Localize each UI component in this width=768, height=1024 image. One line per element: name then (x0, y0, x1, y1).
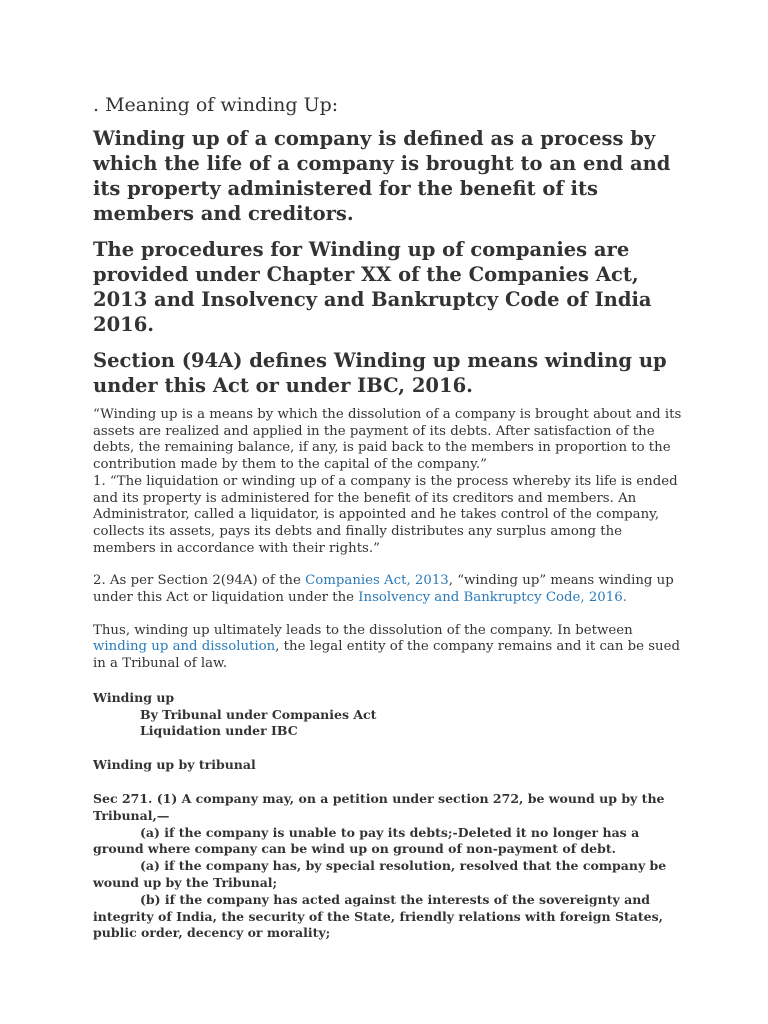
paragraph-thus-text-a: Thus, winding up ultimately leads to the dissolution of the company. In between (93, 622, 633, 638)
paragraph-thus-text-b: , the legal entity of the company remains and it can be sued in a Tribunal of law. (93, 639, 680, 672)
sec271-clause-b (93, 892, 683, 942)
paragraph-2-text-a: 2. As per Section 2(94A) of the (93, 573, 306, 589)
paragraph-2-text-b: , “winding up” means winding up under this Act or liquidation under the (93, 573, 674, 606)
winding-up-by-tribunal-title: Winding up by tribunal (93, 757, 256, 773)
heading-procedures: The procedures for Winding up of companies are provided under Chapter XX of the Companies Act, 2013 and Insolvency and Bankruptcy Code of India 2016. (93, 238, 652, 336)
document-page (93, 92, 683, 942)
heading-definition: Winding up of a company is defined as a process by which the life of a company is brought to an end and its property administered for the benefit of its members and creditors. (93, 127, 671, 225)
heading-section: Section (94A) defines Winding up means winding up under this Act or under IBC, 2016. (93, 349, 667, 397)
ibc-link[interactable]: Insolvency and Bankruptcy Code, 2016. (358, 590, 627, 606)
companies-act-link[interactable]: Companies Act, 2013 (305, 573, 449, 589)
heading-meaning: . Meaning of winding Up: (93, 94, 339, 116)
paragraph-2 (93, 573, 683, 606)
winding-up-title: Winding up (93, 689, 175, 705)
paragraph-thus (93, 623, 683, 673)
sec271-clause-a1 (93, 825, 683, 859)
sec271-clause-a2 (93, 858, 683, 892)
winding-up-item-ibc: Liquidation under IBC (140, 723, 298, 739)
paragraph-quote: “Winding up is a means by which the dissolution of a company is brought about and its assets are realized and applied in the payment of its debts. After satisfaction of the debts, the remaining balance, if any, is paid back to the members in proportion to the contribution made by them to the capital of the company.” (93, 407, 682, 473)
sec271-clause-a1-text: (a) if the company is unable to pay its debts;-Deleted it no longer has a ground where company can be wind up on ground of non-payment of debt. (93, 824, 640, 857)
sec271-clause-b-text: (b) if the company has acted against the interests of the sovereignty and integrity of India, the security of the State, friendly relations with foreign States, public order, decency or morality; (93, 891, 663, 941)
winding-up-dissolution-link[interactable]: winding up and dissolution (93, 639, 276, 655)
winding-up-item-tribunal: By Tribunal under Companies Act (140, 706, 377, 722)
paragraph-1: 1. “The liquidation or winding up of a company is the process whereby its life is ended and its property is administered for the benefit of its creditors and members. An Administrator, called a liquidator, is appointed and he takes control of the company, collects its assets, pays its debts and finally distributes any surplus among the members in accordance with their rights.” (93, 473, 678, 556)
sec271-intro: Sec 271. (1) A company may, on a petition under section 272, be wound up by the Tribunal,— (93, 791, 665, 823)
sec271-clause-a2-text: (a) if the company has, by special resolution, resolved that the company be wound up by the Tribunal; (93, 858, 667, 891)
